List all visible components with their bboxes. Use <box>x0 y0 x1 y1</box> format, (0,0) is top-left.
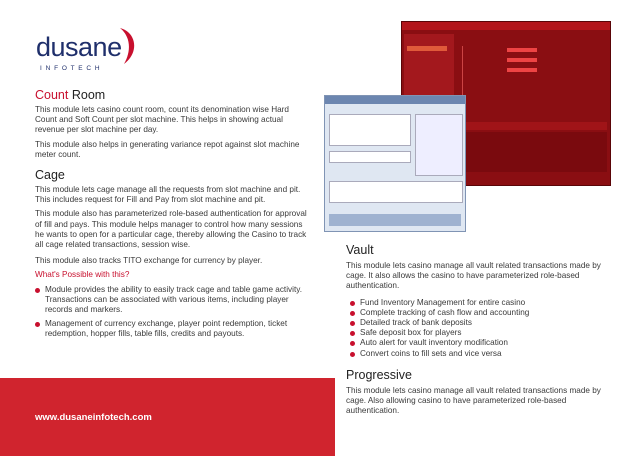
cage-p3: This module also tracks TITO exchange for currency by player. <box>35 256 263 266</box>
logo-wordmark: dusane <box>36 32 122 62</box>
vault-p1: This module lets casino manage all vault related transactions made by cage. It also allows the casino to have parameterized role-based authentication. <box>346 261 601 291</box>
cage-title: Cage <box>35 168 65 182</box>
possible-heading: What's Possible with this? <box>35 270 130 280</box>
vault-section <box>346 243 606 359</box>
logo-swoosh-icon <box>118 26 140 66</box>
count-room-p1: This module lets casino count room, count its denomination wise Hard Count and Soft Count per slot machine. This helps in showing actual revenue per slot machine per day. <box>35 105 289 135</box>
cage-p1: This module lets cage manage all the requests from slot machine and pit. This includes request for Fill and Pay from slot machine and pit. <box>35 185 301 205</box>
list-item: Fund Inventory Management for entire casino <box>350 298 606 308</box>
count-room-p2: This module also helps in generating variance repot against slot machine meter count. <box>35 139 300 159</box>
list-item: Complete tracking of cash flow and accounting <box>350 308 606 318</box>
count-room-section <box>35 88 305 160</box>
cage-p2: This module also has parameterized role-based authentication for approval of fill and pays. This module helps manager to control how many sessions he wants to open for a particular cage, thereby allowing the Casino to track all cage related transactions, session wise. <box>35 209 307 250</box>
website-link[interactable]: www.dusaneinfotech.com <box>35 412 152 423</box>
progressive-p1: This module lets casino manage all vault related transactions made by cage. Also allowing casino to have parameterized role-based authentication. <box>346 386 601 416</box>
logo-subtitle: I N F O T E C H <box>40 65 101 72</box>
list-item: Convert coins to fill sets and vice versa <box>350 349 606 359</box>
vault-title: Vault <box>346 243 374 257</box>
cage-section <box>35 168 311 340</box>
list-item: Module provides the ability to easily track cage and table game activity. Transactions can be associated with various items, including player records and markers. <box>35 285 311 316</box>
progressive-title: Progressive <box>346 368 412 382</box>
list-item: Auto alert for vault inventory modification <box>350 338 606 348</box>
list-item: Detailed track of bank deposits <box>350 318 606 328</box>
list-item: Safe deposit box for players <box>350 328 606 338</box>
progressive-section <box>346 368 608 417</box>
cage-screenshot <box>324 95 466 232</box>
vault-bullets <box>346 298 606 359</box>
logo <box>36 32 136 82</box>
count-room-title: Count Room <box>35 88 106 102</box>
list-item: Management of currency exchange, player point redemption, ticket redemption, hopper fills, table fills, credits and payouts. <box>35 319 311 339</box>
cage-bullets <box>35 285 311 340</box>
